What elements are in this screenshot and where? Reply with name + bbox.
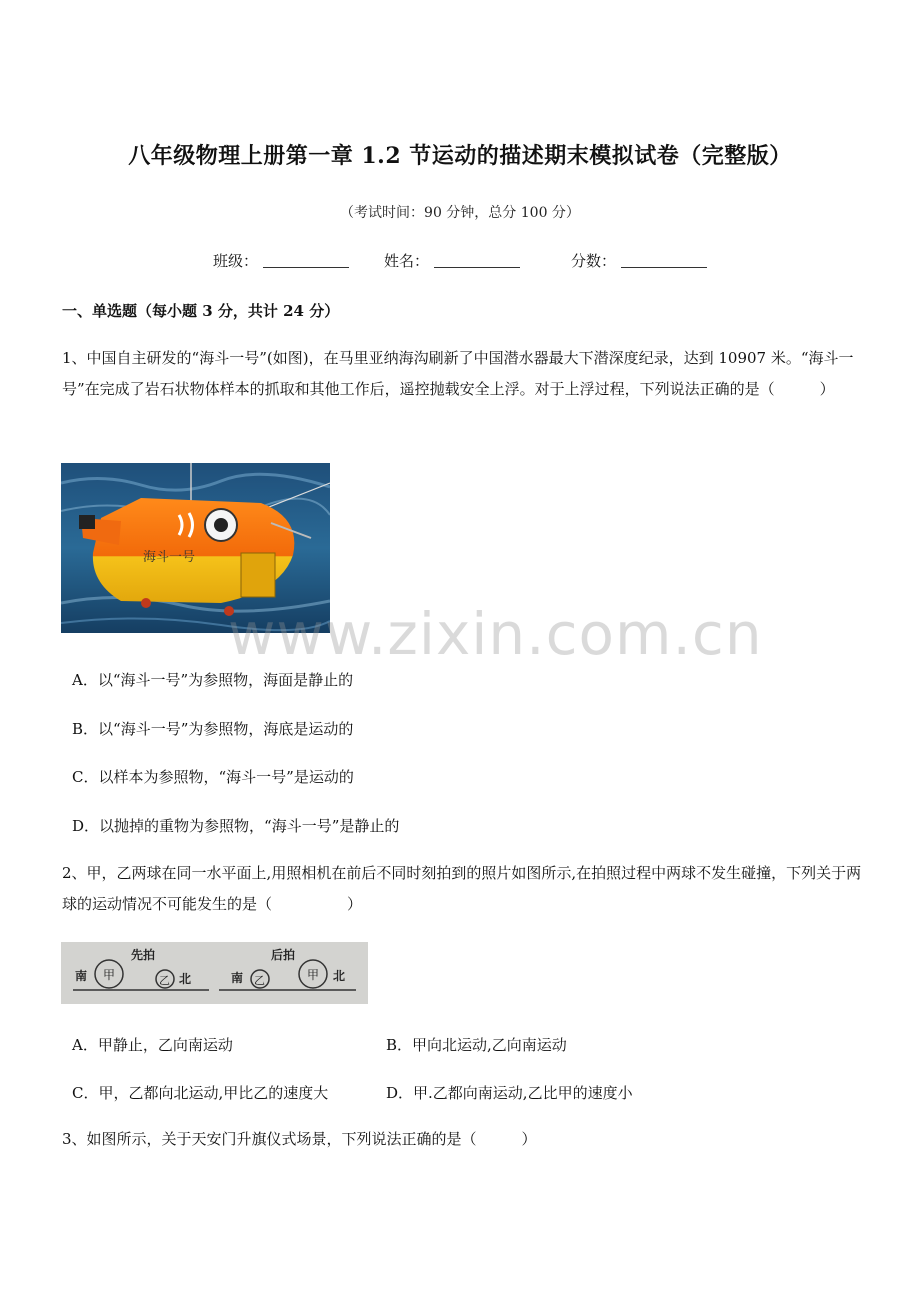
north-label-1: 北 — [179, 972, 192, 986]
q2-option-a[interactable]: A．甲静止，乙向南运动 — [72, 1036, 233, 1054]
first-shot-label: 先拍 — [131, 948, 156, 962]
name-blank — [434, 267, 520, 268]
score-blank — [621, 267, 707, 268]
question-1-text: 1、中国自主研发的“海斗一号”(如图)，在马里亚纳海沟刷新了中国潜水器最大下潜深度纪录，达到 10907 米。“海斗一号”在完成了岩石状物体样本的抓取和其他工作后，遥控抛载安全上浮。对于上浮过程，下列说法正确的是（ ） — [62, 349, 854, 398]
page-title: 八年级物理上册第一章 1.2 节运动的描述期末模拟试卷（完整版） — [128, 143, 792, 169]
ball-b-2: 乙 — [254, 974, 265, 987]
class-blank — [263, 267, 349, 268]
q1-option-d[interactable]: D．以抛掉的重物为参照物，“海斗一号”是静止的 — [72, 817, 400, 835]
q1-option-c[interactable]: C．以样本为参照物，“海斗一号”是运动的 — [72, 768, 354, 786]
class-label: 班级： — [213, 252, 259, 270]
name-label: 姓名： — [384, 252, 430, 270]
exam-info: （考试时间：90 分钟，总分 100 分） — [340, 205, 580, 221]
south-label-1: 南 — [75, 969, 88, 983]
q2-option-d[interactable]: D．甲.乙都向南运动,乙比甲的速度小 — [386, 1084, 633, 1102]
q2-option-c[interactable]: C．甲，乙都向北运动,甲比乙的速度大 — [72, 1084, 329, 1102]
south-label-2: 南 — [231, 971, 244, 985]
north-label-2: 北 — [333, 969, 346, 983]
watermark: www.zixin.com.cn — [228, 600, 763, 668]
ball-a-1: 甲 — [103, 968, 116, 982]
second-shot-label: 后拍 — [271, 948, 296, 962]
question-2-text: 2、甲，乙两球在同一水平面上,用照相机在前后不同时刻拍到的照片如图所示,在拍照过程中两球不发生碰撞，下列关于两球的运动情况不可能发生的是（ ） — [62, 864, 862, 913]
score-label: 分数： — [571, 252, 617, 270]
q1-option-a[interactable]: A．以“海斗一号”为参照物，海面是静止的 — [72, 671, 354, 689]
balls-figure — [61, 942, 368, 1004]
submarine-name-text: 海斗一号 — [143, 550, 196, 565]
ball-b-1: 乙 — [159, 974, 170, 987]
ball-a-2: 甲 — [307, 968, 320, 982]
q2-option-b[interactable]: B．甲向北运动,乙向南运动 — [386, 1036, 567, 1054]
section-heading: 一、单选题（每小题 3 分，共计 24 分） — [62, 302, 340, 320]
question-3-text: 3、如图所示，关于天安门升旗仪式场景，下列说法正确的是（ ） — [62, 1130, 537, 1148]
q1-option-b[interactable]: B．以“海斗一号”为参照物，海底是运动的 — [72, 720, 354, 738]
